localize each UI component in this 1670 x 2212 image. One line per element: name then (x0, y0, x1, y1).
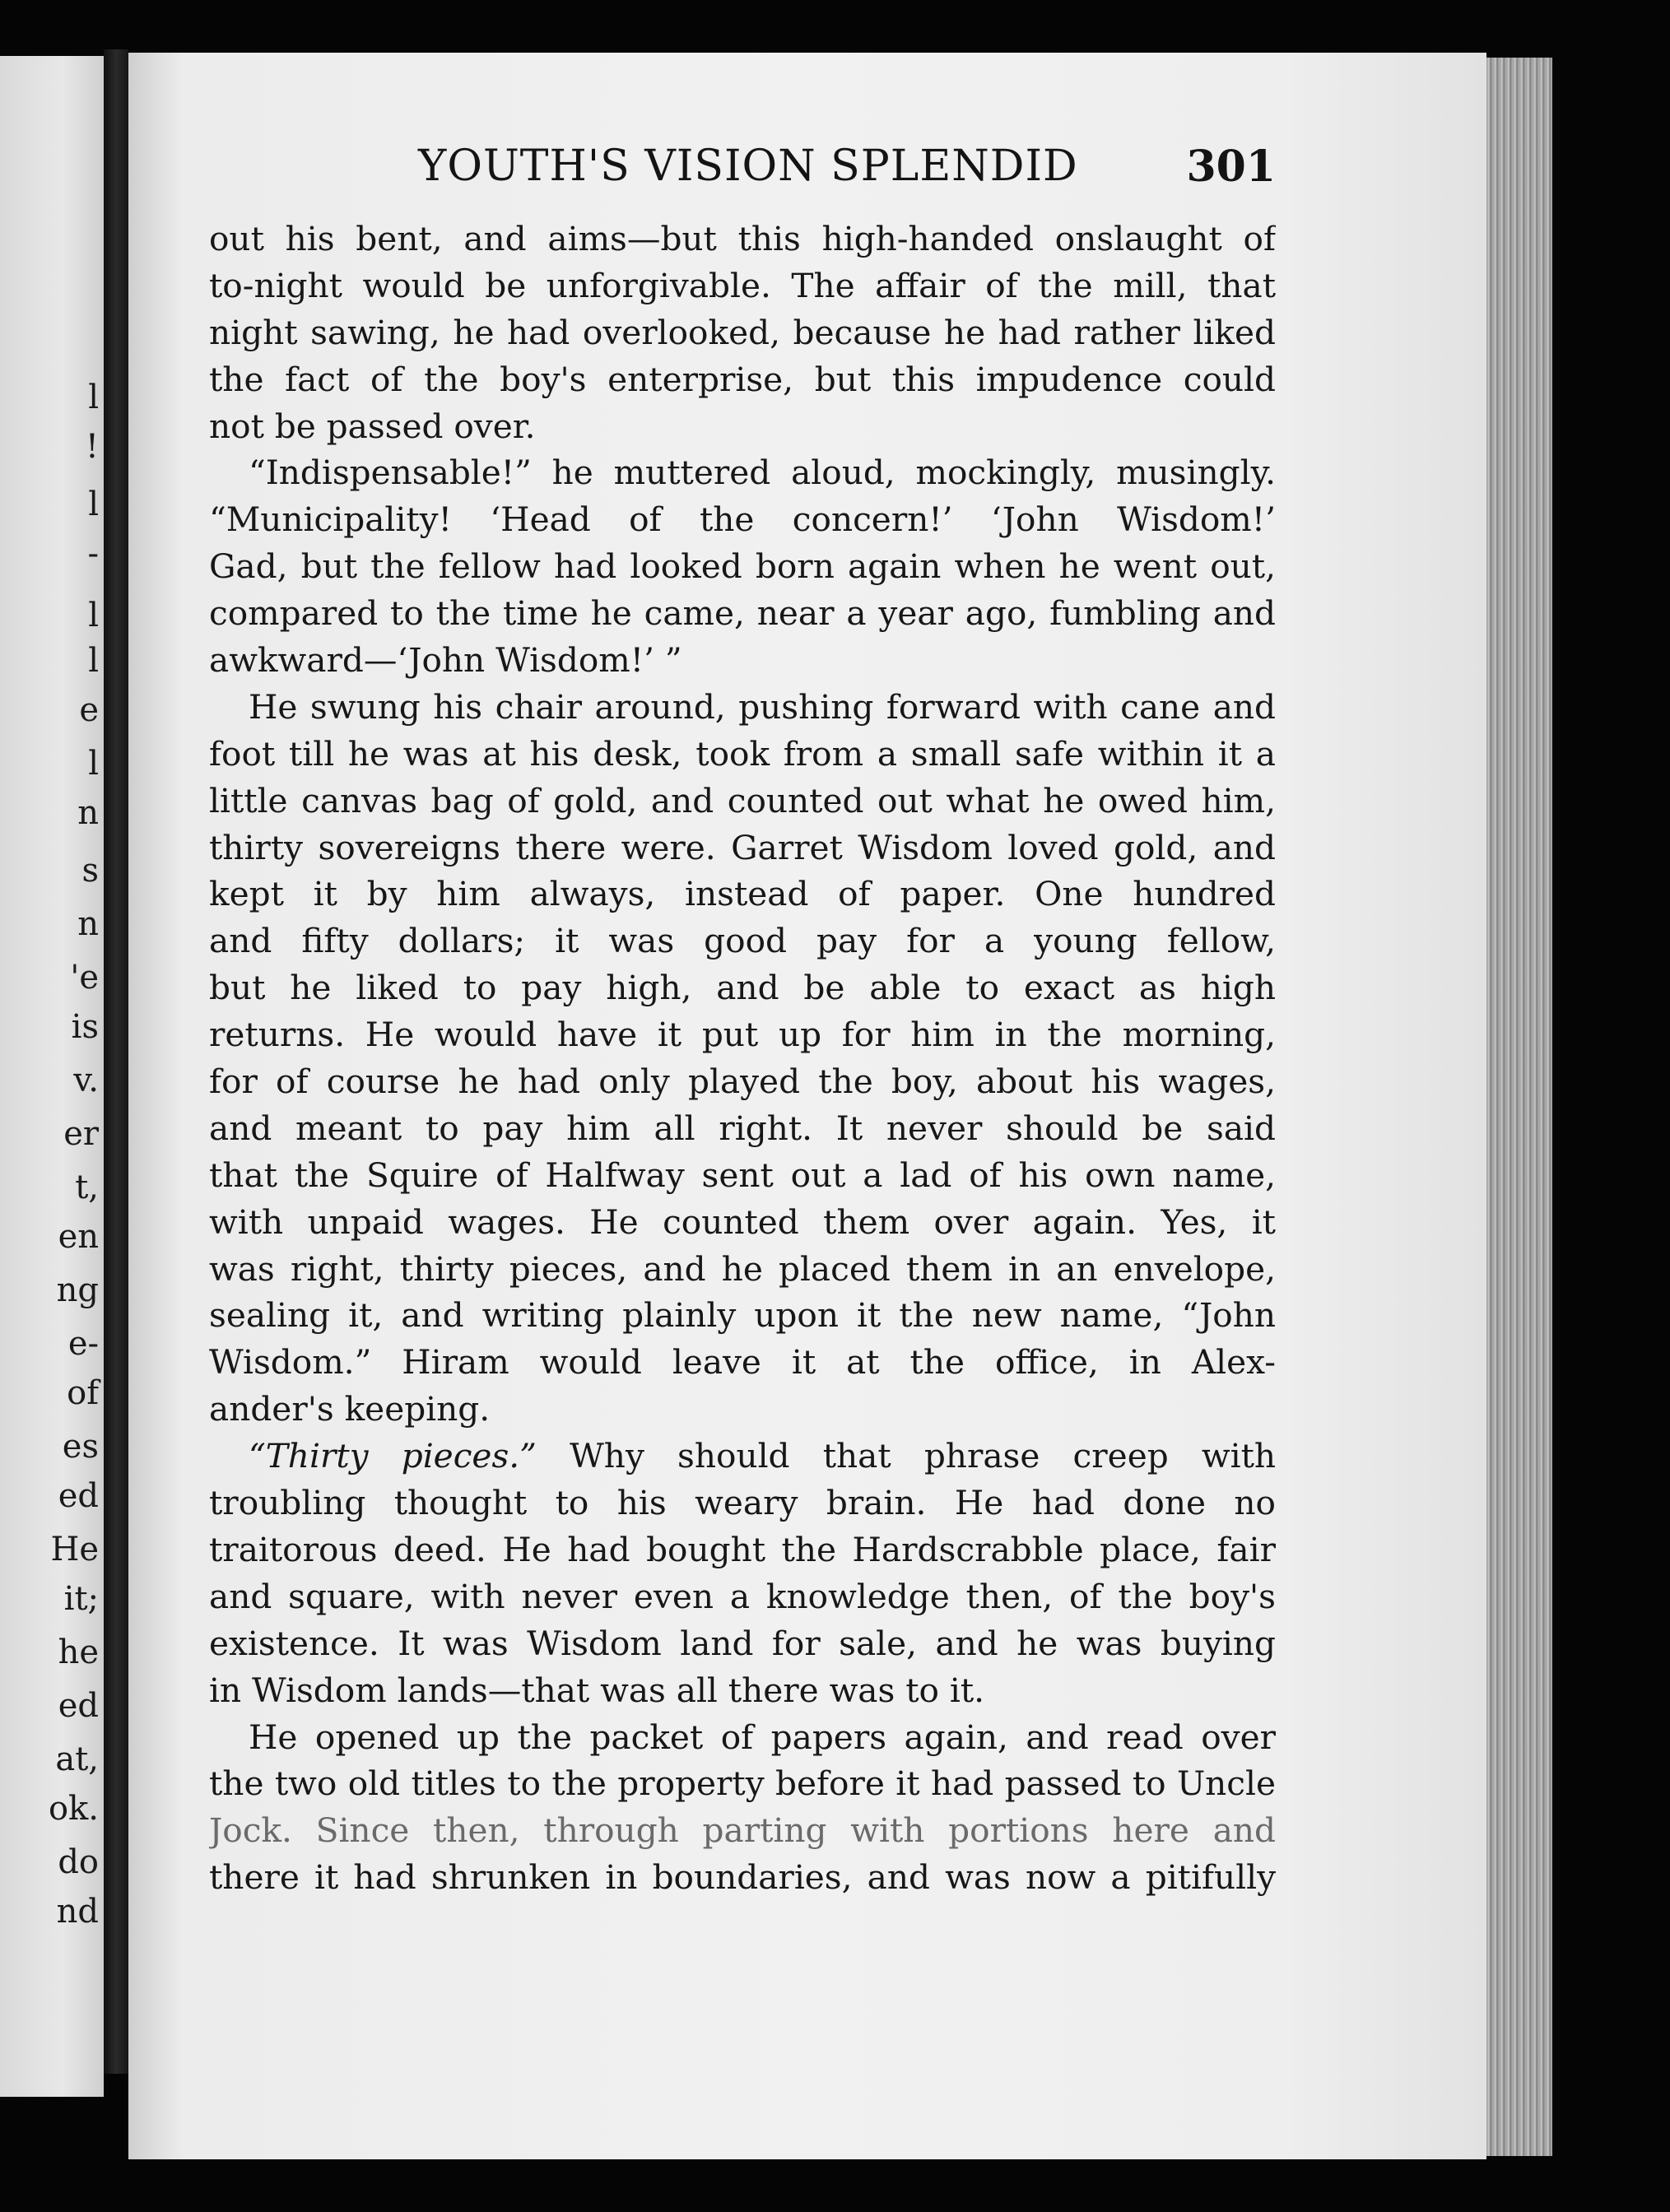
left-page-fragment: is (71, 1008, 99, 1046)
text-line: returns. He would have it put up for him in the morning, (209, 1015, 1276, 1055)
text-line: was right, thirty pieces, and he placed them in an envelope, (209, 1248, 1276, 1289)
text-line (209, 1433, 1276, 1480)
text-line: there it had shrunken in boundaries, and was now a pitifully (209, 1857, 1276, 1898)
left-page-fragment: ok. (48, 1790, 99, 1828)
left-page-fragment: - (87, 535, 99, 573)
line-text: Why should that phrase creep with (536, 1436, 1276, 1476)
text-line: not be passed over. (209, 406, 536, 446)
page-edge-stack (1486, 58, 1552, 2156)
left-page-edge (0, 56, 104, 2097)
text-line: sealing it, and writing plainly upon it the new name, “John (209, 1295, 1276, 1336)
text-line: Wisdom.” Hiram would leave it at the office, in Alex- (209, 1342, 1276, 1382)
left-page-fragment: nd (56, 1893, 99, 1931)
left-page-fragment: e- (67, 1325, 99, 1363)
body-text (209, 216, 1276, 1901)
left-page-fragment: er (63, 1115, 99, 1153)
text-line: the two old titles to the property before it had passed to Uncle (209, 1764, 1276, 1804)
left-page-fragment: He (50, 1531, 99, 1568)
left-page-fragment: 'e (70, 959, 99, 997)
page-header (206, 142, 1276, 199)
left-page-fragment: es (62, 1428, 99, 1466)
text-line: little canvas bag of gold, and counted out what he owed him, (209, 780, 1276, 820)
text-line: Gad, but the fellow had looked born again when he went out, (209, 546, 1276, 587)
left-page-fragment: l (88, 486, 99, 523)
text-line: Jock. Since then, through parting with portions here and (209, 1810, 1276, 1851)
text-line: out his bent, and aims—but this high-handed onslaught of (209, 219, 1276, 258)
text-line: with unpaid wages. He counted them over again. Yes, it (209, 1201, 1276, 1242)
left-page-fragment: n (77, 905, 99, 943)
text-line: troubling thought to his weary brain. He had done no (209, 1483, 1276, 1523)
text-line: kept it by him always, instead of paper. One hundred (209, 874, 1276, 914)
text-line: awkward—‘John Wisdom!’ ” (209, 640, 682, 681)
left-page-fragment: ed (58, 1687, 99, 1725)
book-gutter (104, 49, 128, 2074)
text-line: compared to the time he came, near a year ago, fumbling and (209, 593, 1276, 634)
text-line: He opened up the packet of papers again, and read over (249, 1717, 1276, 1757)
left-page-fragment: e (79, 691, 99, 729)
text-line: existence. It was Wisdom land for sale, and he was buying (209, 1623, 1276, 1663)
text-line: the fact of the boy's enterprise, but this impudence could (209, 359, 1276, 399)
left-page-fragment: n (77, 794, 99, 832)
text-line: “Municipality! ‘Head of the concern!’ ‘John Wisdom!’ (209, 500, 1276, 540)
text-line: “Indispensable!” he muttered aloud, mockingly, musingly. (249, 453, 1276, 493)
text-line: traitorous deed. He had bought the Hardscrabble place, fair (209, 1529, 1276, 1569)
text-line: to-night would be unforgivable. The affair of the mill, that (209, 265, 1276, 305)
left-page-fragment: l (88, 379, 99, 416)
left-page-fragment: do (58, 1843, 99, 1881)
text-line: and fifty dollars; it was good pay for a young fellow, (209, 921, 1276, 961)
text-line: but he liked to pay high, and be able to exact as high (209, 968, 1276, 1008)
text-line: night sawing, he had overlooked, because he had rather liked (209, 312, 1276, 352)
italic-phrase: “Thirty pieces.” (249, 1436, 537, 1476)
text-line: that the Squire of Halfway sent out a lad of his own name, (209, 1155, 1276, 1195)
text-line: and meant to pay him all right. It never should be said (209, 1108, 1276, 1148)
text-line: He swung his chair around, pushing forward with cane and (249, 686, 1276, 727)
text-line: thirty sovereigns there were. Garret Wisdom loved gold, and (209, 827, 1276, 867)
left-page-fragment: l (88, 597, 99, 634)
left-page-fragment: at, (55, 1740, 99, 1778)
left-page-fragment: t, (75, 1169, 99, 1206)
left-page-fragment: it; (63, 1580, 99, 1618)
running-head: YOUTH'S VISION SPLENDID (418, 142, 1078, 191)
left-page-fragment: ng (56, 1271, 99, 1309)
left-page-text-fragments (0, 56, 104, 2097)
page-number: 301 (1186, 142, 1276, 192)
text-line: ander's keeping. (209, 1389, 491, 1429)
text-line: foot till he was at his desk, took from a small safe within it a (209, 733, 1276, 774)
left-page-fragment: l (88, 642, 99, 680)
text-line: in Wisdom lands—that was all there was to it. (209, 1670, 985, 1710)
text-line: for of course he had only played the boy, about his wages, (209, 1062, 1276, 1102)
left-page-fragment: he (58, 1633, 99, 1671)
left-page-fragment: ! (85, 428, 99, 466)
left-page-fragment: of (67, 1374, 99, 1412)
left-page-fragment: s (81, 852, 99, 890)
left-page-fragment: l (88, 745, 99, 783)
text-line: and square, with never even a knowledge then, of the boy's (209, 1576, 1276, 1616)
left-page-fragment: en (58, 1218, 99, 1256)
left-page-fragment: v. (73, 1062, 99, 1099)
left-page-fragment: ed (58, 1477, 99, 1515)
